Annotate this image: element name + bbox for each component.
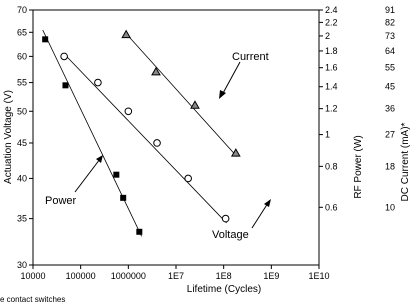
x-axis-title: Lifetime (Cycles) (186, 284, 262, 295)
y-tick-label: 45 (16, 137, 27, 148)
y-tick-label: 70 (16, 5, 27, 15)
rf-power-tick-label: 1.4 (325, 81, 338, 92)
annotation-power: Power (45, 195, 77, 207)
x-tick-label: 10000 (20, 271, 46, 281)
dc-current-tick-label: 10 (384, 202, 395, 213)
power-point (42, 36, 48, 42)
voltage-point (222, 215, 229, 222)
x-tick-labels (20, 271, 329, 281)
dc-current-tick-label: 55 (384, 62, 395, 73)
dc-current-tick-label: 27 (384, 129, 395, 140)
x-tick-label: 1E9 (263, 271, 280, 281)
y-tick-label: 50 (16, 106, 27, 117)
dc-current-axis-title: DC Current (mA)* (400, 122, 411, 202)
annotation-current: Current (232, 51, 269, 63)
y-tick-label: 60 (16, 51, 27, 62)
rf-power-tick-label: 2 (325, 30, 331, 41)
y-tick-label: 55 (16, 77, 27, 88)
voltage-point (95, 79, 102, 86)
dc-current-tick-label: 82 (384, 17, 395, 28)
x-tick-label: 1E7 (167, 271, 185, 281)
dc-current-tick-label: 36 (384, 103, 395, 114)
power-point (120, 195, 126, 201)
y-axis-title: Actuation Voltage (V) (3, 90, 14, 184)
rf-power-tick-label: 1.6 (325, 62, 338, 73)
y-tick-label: 35 (16, 213, 27, 224)
voltage-point (154, 140, 161, 147)
y-tick-label: 30 (16, 260, 27, 270)
annotation-voltage: Voltage (212, 229, 249, 241)
dc-current-tick-label: 18 (384, 161, 395, 172)
rf-power-axis-title: RF Power (W) (353, 135, 364, 199)
dc-current-tick-label: 73 (384, 30, 395, 41)
rf-power-tick-label: 1.8 (325, 45, 338, 56)
y-tick-label: 40 (16, 173, 27, 184)
y-tick-labels (17, 5, 27, 270)
footnote: e contact switches (0, 295, 66, 304)
voltage-point (61, 53, 68, 60)
x-tick-label: 100000 (65, 271, 96, 281)
power-point (62, 82, 68, 88)
dc-current-tick-labels (385, 5, 395, 212)
x-tick-label: 1E8 (215, 271, 232, 281)
y-tick-label: 65 (16, 27, 27, 38)
rf-power-tick-label: 0.8 (325, 161, 338, 172)
plot-area (33, 10, 319, 265)
rf-power-tick-label: 0.6 (325, 202, 338, 213)
voltage-point (125, 108, 132, 115)
rf-power-tick-label: 1.2 (325, 103, 338, 114)
power-point (136, 229, 142, 235)
x-tick-label: 1E10 (308, 271, 330, 281)
x-tick-label: 1000000 (110, 271, 146, 281)
dc-current-tick-label: 64 (384, 45, 395, 56)
rf-power-tick-labels (325, 5, 338, 212)
rf-power-tick-label: 1 (325, 129, 331, 140)
dc-current-tick-label: 45 (384, 81, 395, 92)
dc-current-tick-label: 91 (384, 5, 395, 15)
power-point (113, 172, 119, 178)
rf-power-tick-label: 2.4 (325, 5, 338, 15)
voltage-point (185, 175, 192, 182)
rf-power-tick-label: 2.2 (325, 17, 338, 28)
